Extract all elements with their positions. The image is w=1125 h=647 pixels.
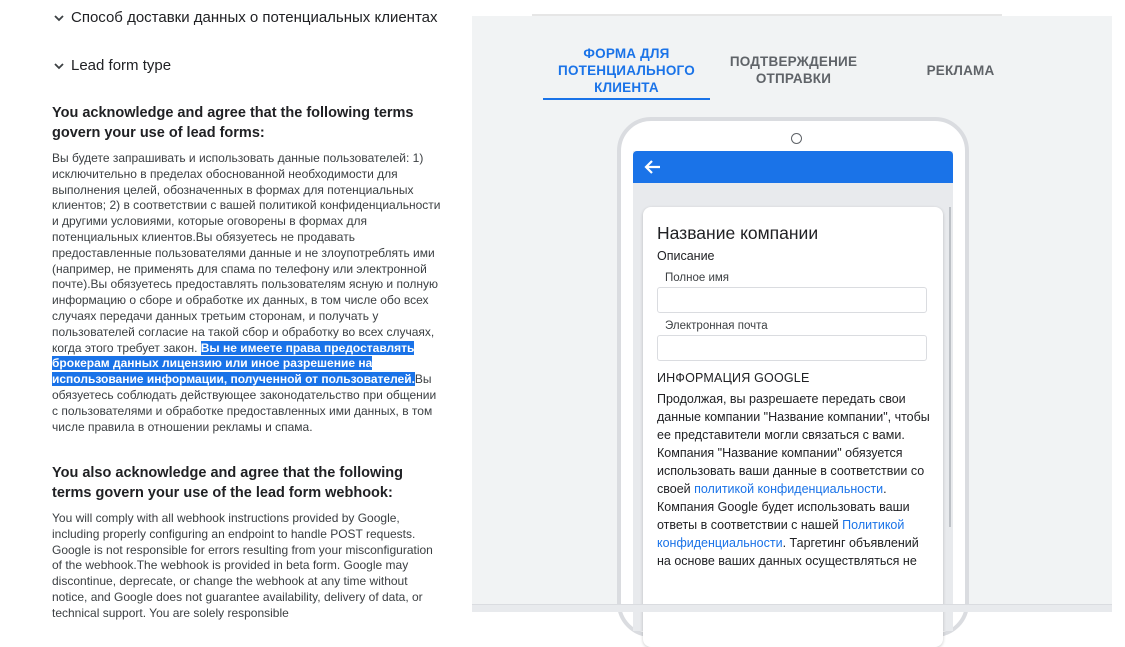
bottom-bar [472,604,1112,612]
email-label: Электронная почта [665,320,768,332]
info-text: Продолжая, вы разрешаете передать свои данные компании "Название компании", чтобы ее представители могли связаться с вами. Компания "Название компании" обязуется использовать ваши данные в соответствии со своей [657,392,930,496]
top-card-edge [472,0,1112,16]
info-text: . Компания Google будет использовать ваши ответы в соответствии с нашей [657,482,910,532]
section-label: Lead form type [71,57,172,74]
terms-lead-forms-heading [52,103,444,143]
app-bar [633,151,953,183]
google-info-text [657,390,933,570]
full-name-label: Полное имя [665,272,730,284]
arrow-back-icon[interactable] [643,157,663,177]
terms-webhook-heading [52,463,444,503]
section-delivery-method[interactable] [52,9,438,26]
chevron-down-icon [52,59,66,73]
page-scrollbar[interactable] [1112,0,1125,612]
left-panel [0,0,472,620]
screen-scrollbar[interactable] [949,207,951,527]
tab-ad[interactable] [877,40,1044,100]
tab-lead-form[interactable] [543,40,710,100]
terms-text-selected: Вы не имеете права предоставлять брокерам данных лицензию или иное разрешение на использование информации, полученной от пользователей. [52,340,415,387]
terms-text-after: Вы обязуетесь соблюдать действующее законодательство при общении с пользователями и обработке предоставленных ими данных, в том числе правила в отношении рекламы и спама. [52,372,437,434]
form-description: Описание [657,249,715,263]
tab-label: РЕКЛАМА [926,62,995,78]
terms-text-before: Вы будете запрашивать и использовать данные пользователей: 1) исключительно в пределах обоснованной необходимости для выполнения целей, обозначенных в формах для потенциальных клиентов; 2) в соответствии с вашей политикой конфиденциальности и другими условиями, которые оговорены в формах для потенциальных клиентов.Вы обязуетесь не продавать предоставленные пользователями данные и не злоупотреблять ими (например, не применять для спама по телефону или электронной почте).Вы обязуетесь предоставлять пользователям ясную и полную информацию о сборе и обработке их данных, в том числе обо всех случаях передачи данных третьим сторонам, и получать у пользователей согласие на такой сбор и обработку во всех случаях, когда этого требует закон. [52,151,441,355]
section-lead-form-type[interactable] [52,57,171,74]
full-name-field[interactable] [657,287,927,313]
terms-webhook-body [52,511,444,622]
heading: You acknowledge and agree that the following terms govern your use of lead forms: [52,105,414,141]
heading: You also acknowledge and agree that the following terms govern your use of the lead form webhook: [52,465,404,501]
terms-text: You will comply with all webhook instructions provided by Google, including properly configuring an endpoint to handle POST requests. Google is not responsible for errors resulting from your misconfiguration of the webhook.The webhook is provided in beta form. Google may discontinue, deprecate, or change the webhook at any time without notice, and Google does not guarantee availability, delivery of data, or technical support. You are solely responsible [52,511,433,620]
google-privacy-link[interactable]: Политикой конфиденциальности [657,518,905,550]
tab-label: ФОРМА ДЛЯ ПОТЕНЦИАЛЬНОГО КЛИЕНТА [558,45,695,95]
preview-panel [472,0,1112,612]
lead-form-card [643,207,943,647]
google-info-heading: ИНФОРМАЦИЯ GOOGLE [657,371,810,385]
email-field[interactable] [657,335,927,361]
terms-lead-forms-body [52,151,444,435]
phone-preview [617,117,969,637]
tab-label: ПОДТВЕРЖДЕНИЕ ОТПРАВКИ [729,54,858,86]
chevron-down-icon [52,11,66,25]
section-label: Способ доставки данных о потенциальных клиентах [71,9,438,26]
phone-screen [633,151,953,631]
terms-text [52,151,444,435]
company-name: Название компании [657,223,819,243]
preview-tabs [543,40,1044,100]
advertiser-privacy-link[interactable]: политикой конфиденциальности [694,482,884,496]
camera-icon [791,133,802,144]
info-text: . Таргетинг объявлений на основе ваших данных осуществляться не [657,536,919,568]
tab-submit-confirmation[interactable] [710,40,877,100]
